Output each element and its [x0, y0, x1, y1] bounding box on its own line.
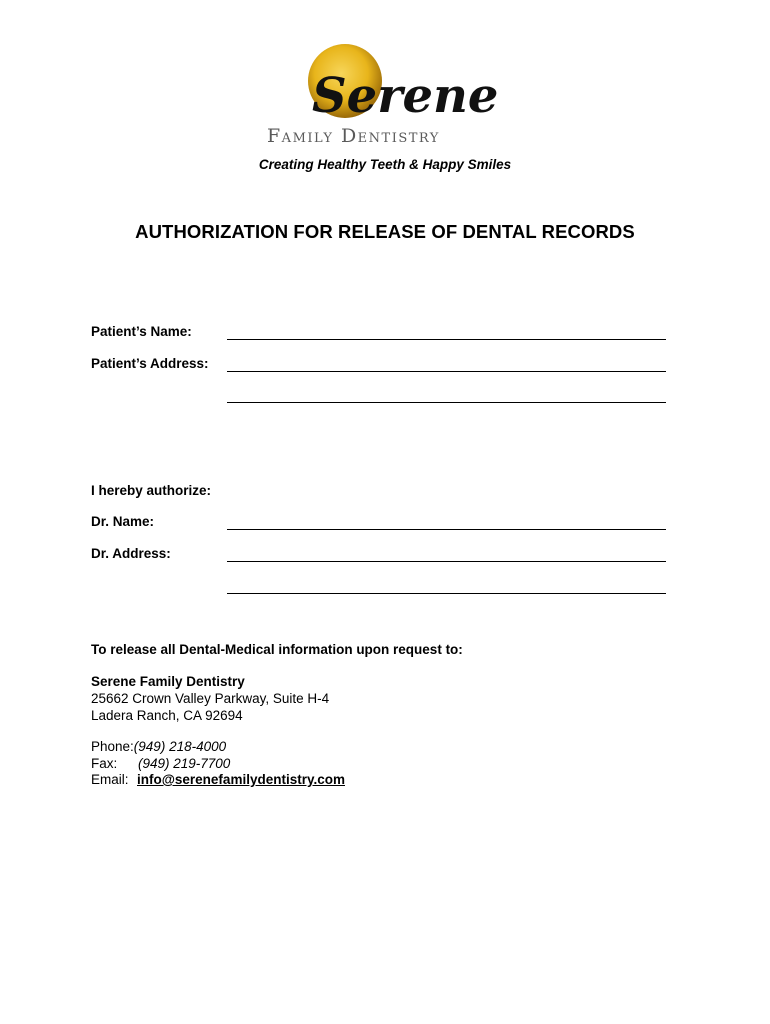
release-statement: To release all Dental-Medical information upon request to: [91, 642, 463, 657]
practice-address [91, 673, 329, 724]
email-label: Email: [91, 772, 129, 787]
practice-street: 25662 Crown Valley Parkway, Suite H-4 [91, 691, 330, 706]
doctor-address-field-2[interactable] [227, 593, 666, 594]
doctor-address-field-1[interactable] [227, 561, 666, 562]
email-link[interactable]: info@serenefamilydentistry.com [137, 772, 345, 787]
fax-value: (949) 219-7700 [138, 755, 231, 771]
phone-row [91, 739, 345, 756]
patient-address-field-1[interactable] [227, 371, 666, 372]
practice-name: Serene Family Dentistry [91, 674, 245, 689]
fax-row [91, 756, 345, 773]
tagline: Creating Healthy Teeth & Happy Smiles [258, 157, 512, 172]
logo-subtitle: Family Dentistry [267, 125, 440, 147]
phone-value: (949) 218-4000 [133, 739, 227, 754]
patient-address-label: Patient’s Address: [91, 356, 209, 371]
patient-address-field-2[interactable] [227, 402, 666, 403]
page-title: AUTHORIZATION FOR RELEASE OF DENTAL RECORDS [135, 221, 635, 242]
practice-contact [91, 739, 345, 789]
doctor-address-label: Dr. Address: [91, 546, 171, 561]
patient-name-label: Patient’s Name: [91, 324, 192, 339]
email-row [91, 772, 345, 789]
fax-label: Fax: [91, 755, 118, 771]
authorize-label: I hereby authorize: [91, 483, 212, 498]
serene-family-dentistry-logo [262, 40, 512, 152]
doctor-name-field[interactable] [227, 529, 666, 530]
doctor-name-label: Dr. Name: [91, 514, 155, 529]
practice-city: Ladera Ranch, CA 92694 [91, 708, 243, 723]
logo-script-text: Serene [312, 68, 499, 124]
phone-label: Phone: [91, 739, 134, 754]
patient-name-field[interactable] [227, 339, 666, 340]
